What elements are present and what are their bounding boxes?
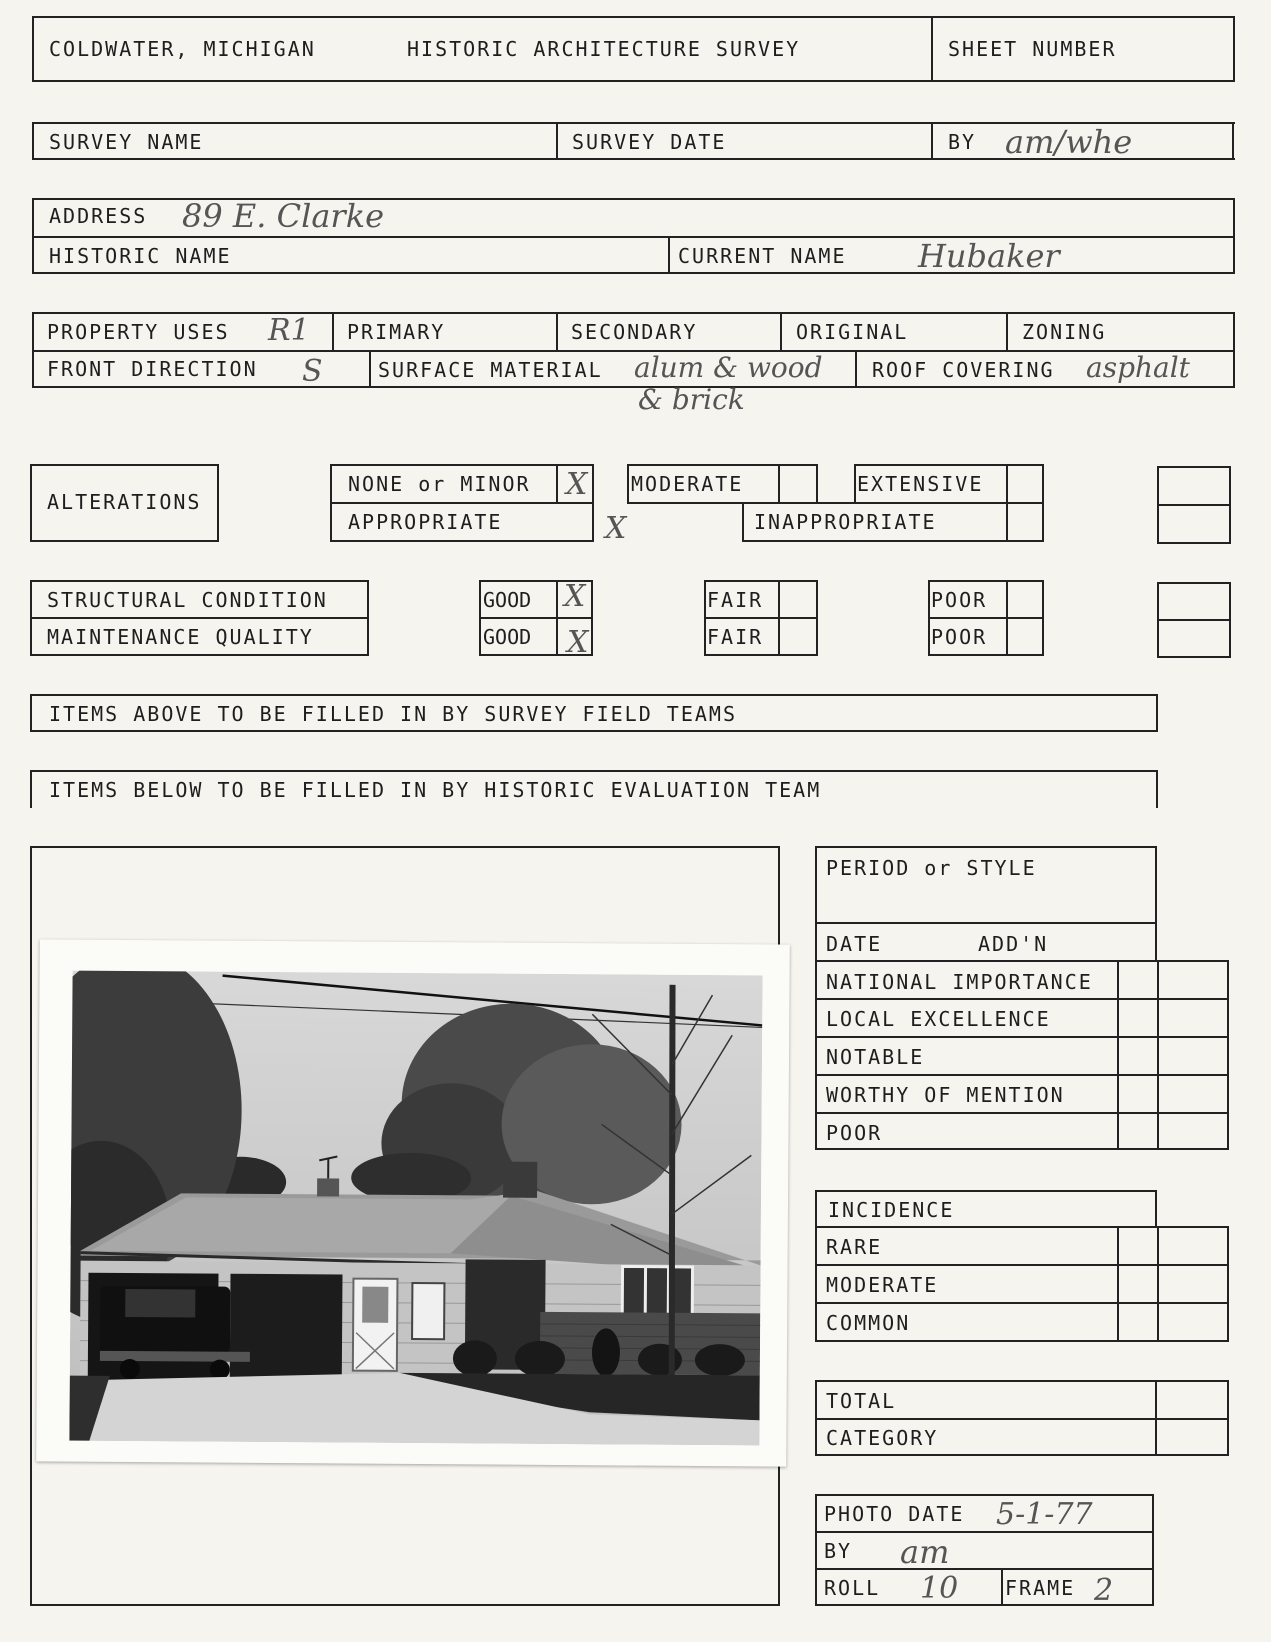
survey-name-label: SURVEY NAME [49,130,204,154]
survey-divider-2 [931,122,933,160]
evaluation-note-right [1156,770,1158,808]
condition-fair-checkdiv [778,580,780,656]
common-label: COMMON [826,1311,911,1335]
eval-addn-label: ADD'N [978,932,1049,956]
house-photo-image [69,971,762,1446]
roll-value: 10 [920,1571,959,1606]
alterations-label: ALTERATIONS [47,490,202,514]
total-category-row [815,1418,1229,1420]
original-label: ORIGINAL [796,320,909,344]
current-name-value: Hubaker [918,237,1060,275]
alt-none-minor-mark: X [566,467,588,502]
house-photograph [36,939,790,1466]
alt-appropriate-mark: X [605,511,627,546]
photo-by-value: am [900,1533,950,1571]
address-col-divider [668,236,670,274]
alt-inappropriate-label: INAPPROPRIATE [754,510,937,534]
rating-grid-col-1 [1117,960,1119,1150]
condition-poor-checkdiv [1006,580,1008,656]
photo-info-row-1 [815,1531,1154,1533]
survey-by-label: BY [948,130,977,154]
photo-info-row-2 [815,1568,1154,1570]
header-divider [931,16,933,82]
incidence-moderate-label: MODERATE [826,1273,939,1297]
rating-grid-col-2 [1157,960,1159,1150]
survey-right-tick [1232,122,1234,158]
primary-label: PRIMARY [347,320,446,344]
frame-value: 2 [1094,1573,1114,1608]
property-div-1 [332,312,334,350]
eval-date-label: DATE [826,932,883,956]
current-name-label: CURRENT NAME [678,244,847,268]
alt-none-minor-checkdiv [556,464,558,504]
surface-material-value-2: & brick [638,383,745,416]
structural-good-mark: X [564,579,586,614]
structural-condition-label: STRUCTURAL CONDITION [47,588,328,612]
worthy-of-mention-label: WORTHY OF MENTION [826,1083,1065,1107]
property-uses-value: R1 [268,313,310,348]
form-title: HISTORIC ARCHITECTURE SURVEY [407,37,801,61]
incidence-col-2 [1157,1226,1159,1342]
period-style-label: PERIOD or STYLE [826,856,1037,880]
address-value: 89 E. Clarke [182,197,385,235]
property-div-3 [780,312,782,350]
condition-poor-divider [928,617,1044,619]
address-label: ADDRESS [49,204,148,228]
photo-date-value: 5-1-77 [996,1497,1093,1532]
survey-date-label: SURVEY DATE [572,130,727,154]
property-div-6 [855,350,857,388]
condition-score-divider [1157,619,1231,621]
national-importance-label: NATIONAL IMPORTANCE [826,970,1093,994]
condition-label-divider [30,617,369,619]
maintenance-good-mark: X [567,625,589,660]
structural-good-label: GOOD [483,588,532,612]
property-div-4 [1006,312,1008,350]
rare-label: RARE [826,1235,883,1259]
photo-date-label: PHOTO DATE [824,1502,965,1526]
condition-good-divider [479,617,593,619]
alt-moderate-label: MODERATE [631,472,744,496]
zoning-label: ZONING [1022,320,1107,344]
alt-appropriate-label: APPROPRIATE [348,510,503,534]
alt-extensive-label: EXTENSIVE [857,472,984,496]
city-title: COLDWATER, MICHIGAN [49,37,316,61]
condition-good-checkdiv [556,580,558,656]
property-uses-label: PROPERTY USES [47,320,230,344]
maintenance-quality-label: MAINTENANCE QUALITY [47,625,314,649]
survey-by-value: am/whe [1005,123,1133,161]
roll-label: ROLL [824,1576,881,1600]
photo-info-col [1001,1568,1003,1606]
structural-poor-label: POOR [931,588,988,612]
historic-name-label: HISTORIC NAME [49,244,232,268]
rating-row-1 [815,998,1229,1000]
category-label: CATEGORY [826,1426,939,1450]
roof-covering-value: asphalt [1086,351,1190,384]
property-div-5 [369,350,371,388]
condition-fair-divider [704,617,818,619]
maintenance-good-label: GOOD [483,625,532,649]
incidence-row-1 [815,1264,1229,1266]
front-direction-label: FRONT DIRECTION [47,357,258,381]
sheet-number-label: SHEET NUMBER [948,37,1117,61]
roof-covering-label: ROOF COVERING [872,358,1055,382]
eval-poor-label: POOR [826,1121,883,1145]
surface-material-value: alum & wood [634,351,823,384]
evaluation-note-left-tick [30,800,32,808]
photo-by-label: BY [824,1539,853,1563]
total-label: TOTAL [826,1389,897,1413]
maintenance-fair-label: FAIR [707,625,764,649]
rating-row-2 [815,1036,1229,1038]
maintenance-poor-label: POOR [931,625,988,649]
alt-none-minor-label: NONE or MINOR [348,472,531,496]
rating-row-4 [815,1112,1229,1114]
alt-moderate-checkdiv [778,464,780,504]
local-excellence-label: LOCAL EXCELLENCE [826,1007,1051,1031]
surface-material-label: SURFACE MATERIAL [378,358,603,382]
structural-fair-label: FAIR [707,588,764,612]
incidence-label: INCIDENCE [828,1198,955,1222]
incidence-row-2 [815,1302,1229,1304]
evaluation-team-note: ITEMS BELOW TO BE FILLED IN BY HISTORIC EVALUATION TEAM [49,778,822,802]
front-direction-value: S [302,354,323,389]
survey-divider-1 [556,122,558,160]
rating-row-3 [815,1074,1229,1076]
alt-score-divider [1157,504,1231,506]
property-div-2 [556,312,558,350]
field-teams-note: ITEMS ABOVE TO BE FILLED IN BY SURVEY FIELD TEAMS [49,702,738,726]
incidence-col-1 [1117,1226,1119,1342]
frame-label: FRAME [1005,1576,1076,1600]
notable-label: NOTABLE [826,1045,925,1069]
secondary-label: SECONDARY [571,320,698,344]
